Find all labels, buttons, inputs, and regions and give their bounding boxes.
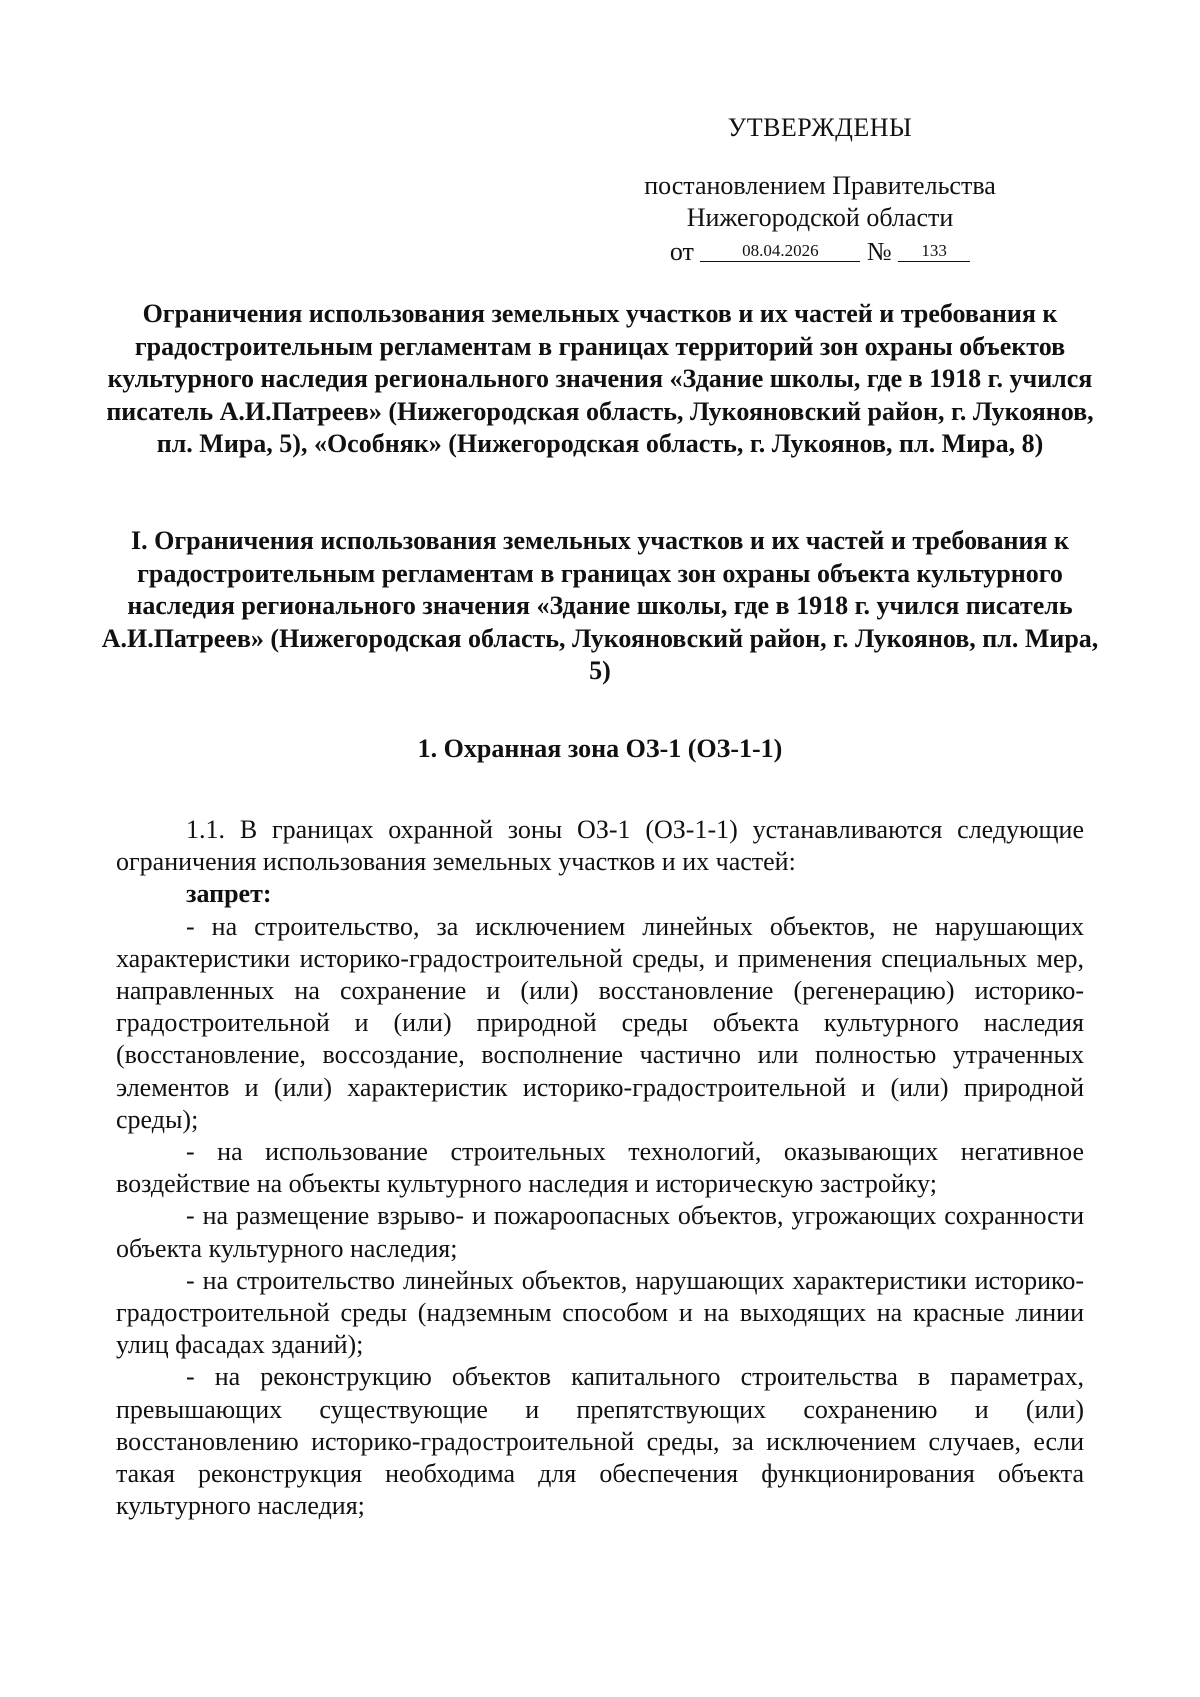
approval-date: 08.04.2026 <box>700 241 860 262</box>
ban-label: запрет: <box>186 879 272 909</box>
list-item: - на строительство линейных объектов, нарушающих характеристики историко-градостроительной среды (надземным способом и на выходящих на красные линии улиц фасадах зданий); <box>116 1265 1084 1360</box>
approval-date-number-line <box>620 236 1020 268</box>
approval-number: 133 <box>898 241 970 262</box>
list-item: - на строительство, за исключением линейных объектов, не нарушающих характеристики историко-градостроительной среды, и применения специальных мер, направленных на сохранение и (или) восстановление (регенерацию) историко-градостроительной и (или) природной среды объекта культурного наследия (восстановление, воссоздание, восполнение частично или полностью утраченных элементов и (или) характеристик историко-градостроительной и (или) природной среды); <box>116 911 1084 1134</box>
number-label: № <box>866 237 892 266</box>
list-item: - на использование строительных технологий, оказывающих негативное воздействие на объекты культурного наследия и историческую застройку; <box>116 1137 1084 1199</box>
approval-title: УТВЕРЖДЕНЫ <box>727 113 913 142</box>
intro-paragraph: 1.1. В границах охранной зоны ОЗ-1 (ОЗ-1-1) устанавливаются следующие ограничения использования земельных участков и их частей: <box>116 815 1084 877</box>
list-item: - на размещение взрыво- и пожароопасных объектов, угрожающих сохранности объекта культурного наследия; <box>116 1201 1084 1263</box>
approval-block <box>620 112 1020 268</box>
zone-title: 1. Охранная зона ОЗ-1 (ОЗ-1-1) <box>417 734 783 763</box>
section-title: I. Ограничения использования земельных участков и их частей и требования к градостроительным регламентам в границах зон охраны объекта культурного наследия регионального значения «Здание школы, где в 1918 г. учился писатель А.И.Патреев» (Нижегородская область, Лукояновский район, г. Лукоянов, пл. Мира, 5) <box>101 526 1099 685</box>
list-item: - на реконструкцию объектов капитального строительства в параметрах, превышающих существующие и препятствующих сохранению и (или) восстановлению историко-градостроительной среды, за исключением случаев, если такая реконструкция необходима для обеспечения функционирования объекта культурного наследия; <box>116 1362 1084 1521</box>
document-body <box>116 814 1084 1522</box>
approval-issuer-line-2: Нижегородской области <box>686 203 954 232</box>
from-label: от <box>669 237 694 266</box>
document-title: Ограничения использования земельных участков и их частей и требования к градостроительным регламентам в границах территорий зон охраны объектов культурного наследия регионального значения «Здание школы, где в 1918 г. учился писатель А.И.Патреев» (Нижегородская область, Лукояновский район, г. Лукоянов, пл. Мира, 5), «Особняк» (Нижегородская область, г. Лукоянов, пл. Мира, 8) <box>106 299 1094 458</box>
approval-issuer-line-1: постановлением Правительства <box>644 171 996 200</box>
